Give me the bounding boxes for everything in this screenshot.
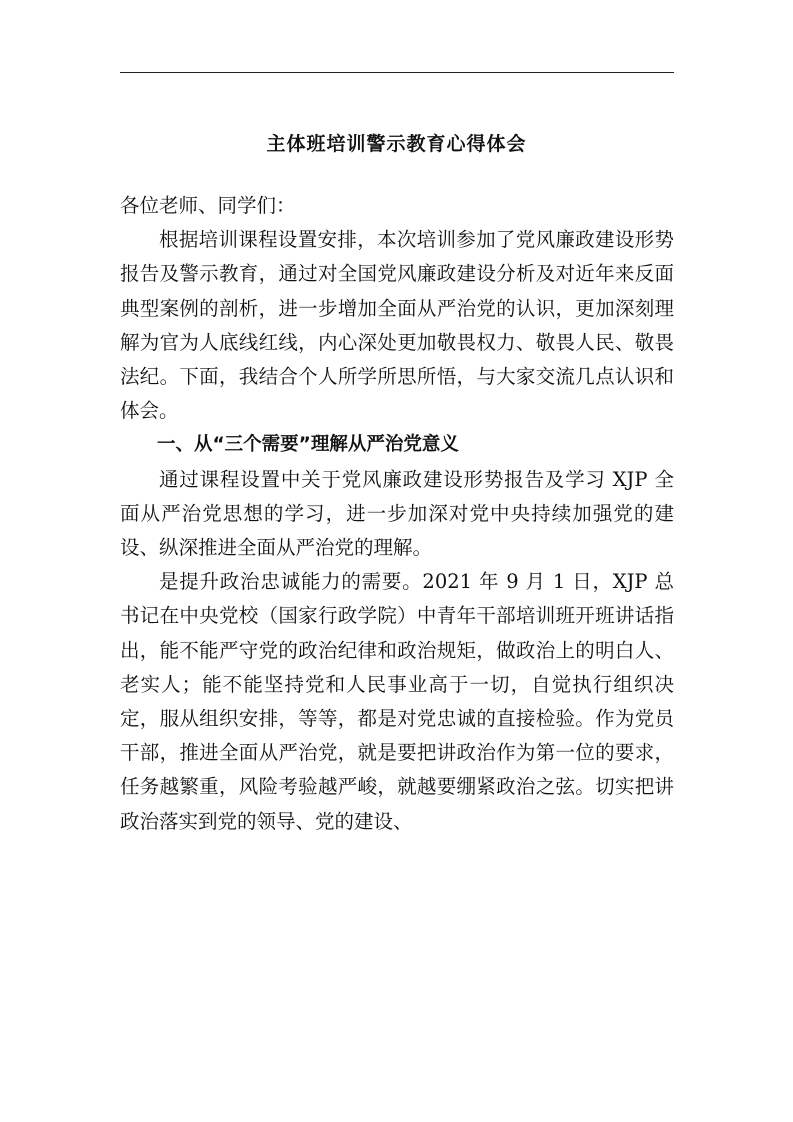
document-body (120, 189, 674, 839)
document-title: 主体班培训警示教育心得体会 (266, 133, 527, 155)
section-paragraph: 通过课程设置中关于党风廉政建设形势报告及学习 XJP 全面从严治党思想的学习，进一步加深对党中央持续加强党的建设、纵深推进全面从严治党的理解。 (120, 467, 674, 560)
header-rule (120, 72, 674, 73)
greeting: 各位老师、同学们： (120, 194, 296, 217)
section-heading: 一、从“三个需要”理解从严治党意义 (157, 434, 459, 456)
section-paragraph: 是提升政治忠诚能力的需要。2021 年 9 月 1 日，XJP 总书记在中央党校（国家行政学院）中青年干部培训班开班讲话指出，能不能严守党的政治纪律和政治规矩，做政治上的明白人、老实人；能不能坚持党和人民事业高于一切，自觉执行组织决定，服从组织安排，等等，都是对党忠诚的直接检验。作为党员干部，推进全面从严治党，就是要把讲政治作为第一位的要求，任务越繁重，风险考验越严峻，就越要绷紧政治之弦。切实把讲政治落实到党的领导、党的建设、 (120, 570, 674, 833)
intro-paragraph: 根据培训课程设置安排，本次培训参加了党风廉政建设形势报告及警示教育，通过对全国党风廉政建设分析及对近年来反面典型案例的剖析，进一步增加全面从严治党的认识，更加深刻理解为官为人底线红线，内心深处更加敬畏权力、敬畏人民、敬畏法纪。下面，我结合个人所学所思所悟，与大家交流几点认识和体会。 (120, 228, 674, 423)
